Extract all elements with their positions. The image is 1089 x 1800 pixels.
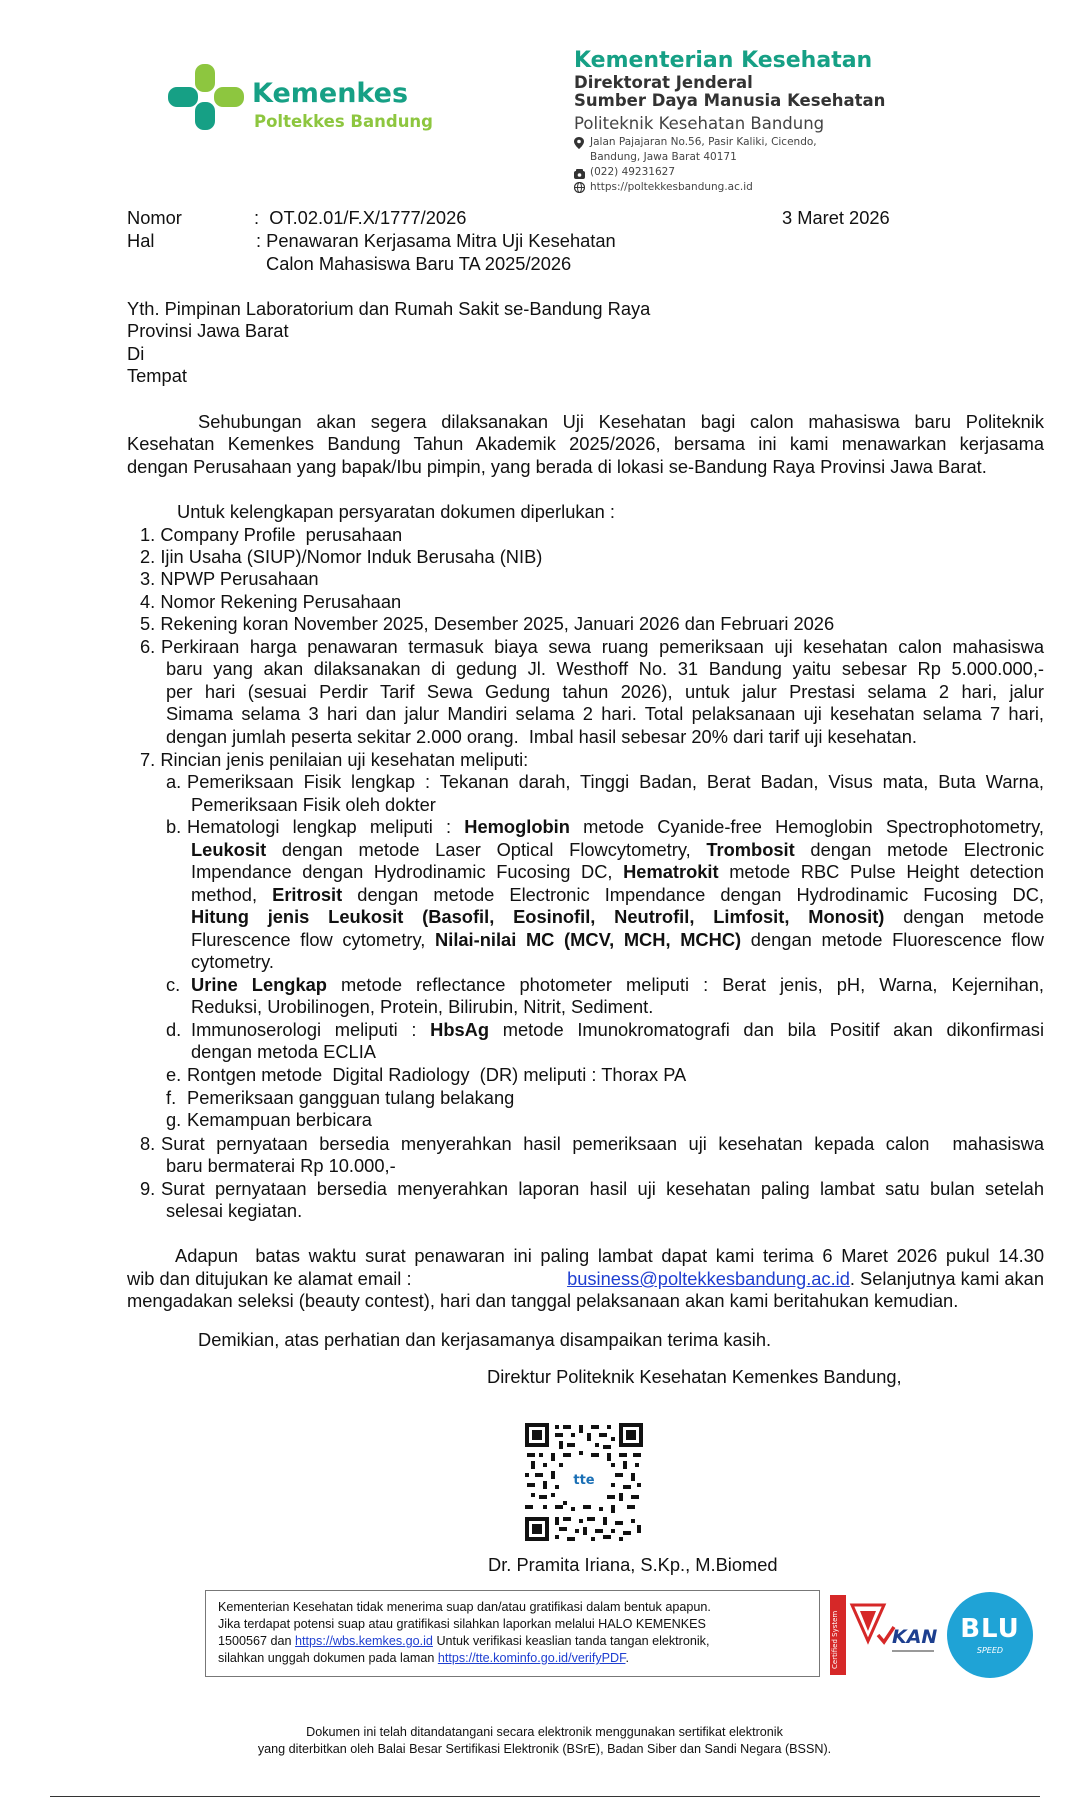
recipient-line4: Tempat: [127, 365, 187, 386]
logo-brand: Kemenkes: [252, 78, 409, 109]
text-run: dengan metode Electronic Impendance dengan Hydrodinamic Fucosing DC,: [342, 884, 1044, 905]
deadline-line3: mengadakan seleksi (beauty contest), hari dan tanggal pelaksanaan akan kami beritahukan kemudian.: [127, 1290, 959, 1311]
sub-b-line4: [191, 884, 1044, 907]
text-run: dengan metode Fluorescence flow: [741, 929, 1045, 950]
text-run: Immunoserologi meliputi :: [191, 1019, 431, 1040]
item-number: 4.: [140, 591, 156, 612]
sub-b-letter: b.: [166, 816, 182, 837]
sub-c-line1: [191, 974, 1044, 997]
text-run: . Selanjutnya kami akan: [849, 1268, 1044, 1289]
address-line1: Jalan Pajajaran No.56, Pasir Kaliki, Cicendo,: [590, 136, 817, 148]
sub-e-text: Rontgen metode Digital Radiology (DR) meliputi : Thorax PA: [187, 1064, 687, 1085]
sub-c-line2: Reduksi, Urobilinogen, Protein, Bilirubin, Nitrit, Sediment.: [191, 996, 654, 1017]
notice-line1: Kementerian Kesehatan tidak menerima suap dan/atau gratifikasi dalam bentuk apapun.: [218, 1600, 711, 1614]
item-number: 1.: [140, 524, 156, 545]
item-number: 5.: [140, 613, 156, 634]
text-run: dengan metode Laser Optical Flowcytometry,: [266, 839, 707, 860]
directorate-line1: Direktorat Jenderal: [574, 73, 753, 92]
item-8-line2: baru bermaterai Rp 10.000,-: [166, 1155, 396, 1176]
item-text: Rekening koran November 2025, Desember 2025, Januari 2026 dan Februari 2026: [160, 613, 835, 634]
sub-g-letter: g.: [166, 1109, 182, 1130]
location-pin-icon: [574, 136, 584, 148]
sub-f-text: Pemeriksaan gangguan tulang belakang: [187, 1087, 515, 1108]
item-9-number: 9.: [140, 1178, 156, 1199]
item-8-line1: Surat pernyataan bersedia menyerahkan hasil pemeriksaan uji kesehatan kepada calon mahasiswa: [161, 1133, 1044, 1154]
notice-line2: Jika terdapat potensi suap atau gratifikasi silahkan laporkan melalui HALO KEMENKES: [218, 1617, 706, 1631]
text-run: dengan metode: [884, 906, 1044, 927]
item-6-line3: per hari (sesuai Perdir Tarif Sewa Gedung tahun 2026), untuk jalur Prestasi selama 2 hari, jalur: [166, 681, 1044, 702]
sub-a-line1: Pemeriksaan Fisik lengkap : Tekanan darah, Tinggi Badan, Berat Badan, Visus mata, Buta Warna,: [187, 771, 1044, 792]
blu-text: BLU: [960, 1614, 1020, 1644]
sub-e-letter: e.: [166, 1064, 182, 1085]
item-text: NPWP Perusahaan: [160, 568, 319, 589]
item-number: 7.: [140, 749, 156, 770]
text-run-bold: Hematrokit: [623, 861, 719, 882]
signatory-name: Dr. Pramita Iriana, S.Kp., M.Biomed: [488, 1554, 778, 1575]
sub-c-letter: c.: [166, 974, 181, 995]
sub-a-line2: Pemeriksaan Fisik oleh dokter: [191, 794, 436, 815]
text-run-bold: HbsAg: [430, 1019, 490, 1040]
text-run-bold: Urine Lengkap: [191, 974, 327, 995]
directorate-line2: Sumber Daya Manusia Kesehatan: [574, 91, 886, 110]
sub-g-text: Kemampuan berbicara: [187, 1109, 372, 1130]
nomor-value: : OT.02.01/F.X/1777/2026: [254, 207, 467, 228]
qr-code: [523, 1421, 645, 1543]
item-9-line1: Surat pernyataan bersedia menyerahkan laporan hasil uji kesehatan paling lambat satu bulan setelah: [161, 1178, 1044, 1199]
closing-sentence: Demikian, atas perhatian dan kerjasamanya disampaikan terima kasih.: [198, 1329, 772, 1350]
item-9-line2: selesai kegiatan.: [166, 1200, 303, 1221]
text-run: Untuk verifikasi keaslian tanda tangan elektronik,: [432, 1634, 710, 1648]
text-run: .: [625, 1651, 629, 1665]
item-text: Company Profile perusahaan: [160, 524, 403, 545]
notice-line3: [218, 1633, 809, 1650]
email-link[interactable]: business@poltekkesbandung.ac.id: [567, 1268, 850, 1289]
text-run-bold: Trombosit: [706, 839, 795, 860]
text-run: Flurescence flow cytometry,: [191, 929, 436, 950]
sub-d-line2: dengan metoda ECLIA: [191, 1041, 376, 1062]
signatory-title: Direktur Politeknik Kesehatan Kemenkes Bandung,: [487, 1366, 902, 1387]
esign-note-line2: yang diterbitkan oleh Balai Besar Sertifikasi Elektronik (BSrE), Badan Siber dan Sandi Negara (BSSN).: [257, 1742, 832, 1756]
item-text: Ijin Usaha (SIUP)/Nomor Induk Berusaha (NIB): [160, 546, 543, 567]
item-6-number: 6.: [140, 636, 156, 657]
letter-date: 3 Maret 2026: [782, 207, 890, 228]
deadline-line1: Adapun batas waktu surat penawaran ini paling lambat dapat kami terima 6 Maret 2026 pukul 14.30: [175, 1245, 1044, 1266]
text-run: metode Imunokromatografi dan bila Positif akan dikonfirmasi: [489, 1019, 1045, 1040]
text-run-bold: Eritrosit: [272, 884, 343, 905]
item-8-number: 8.: [140, 1133, 156, 1154]
intro-line3: dengan Perusahaan yang bapak/Ibu pimpin, yang berada di lokasi se-Bandung Raya Provinsi Jawa Barat.: [127, 456, 987, 477]
text-run: metode reflectance photometer meliputi : Berat jenis, pH, Warna, Kejernihan,: [326, 974, 1044, 995]
text-run-bold: Nilai-nilai MC (MCV, MCH, MCHC): [435, 929, 742, 950]
text-run: 1500567 dan: [218, 1634, 296, 1648]
text-run-bold: Leukosit: [191, 839, 267, 860]
kemenkes-emblem-icon: [168, 64, 248, 130]
intro-line2: Kesehatan Kemenkes Bandung Tahun Akademik 2025/2026, bersama ini kami menawarkan kerjasama: [127, 433, 1044, 454]
text-run: wib dan ditujukan ke alamat email :: [127, 1268, 412, 1289]
sub-b-line5: [191, 906, 1044, 929]
item-number: 3.: [140, 568, 156, 589]
sub-b-line7: cytometry.: [191, 951, 274, 972]
sub-f-letter: f.: [166, 1087, 177, 1108]
institution-name: Politeknik Kesehatan Bandung: [574, 114, 825, 133]
phone-number: (022) 49231627: [590, 166, 676, 178]
logo-subtitle: Poltekkes Bandung: [254, 112, 433, 131]
cert-label: Certified System: [831, 1610, 839, 1669]
item-1: [140, 524, 402, 547]
item-5: [140, 613, 834, 636]
item-6-line4: Simama selama 3 hari dan jalur Mandiri selama 2 hari. Total pelaksanaan uji kesehatan selama 7 hari,: [166, 703, 1044, 724]
requirements-intro: Untuk kelengkapan persyaratan dokumen diperlukan :: [177, 501, 616, 522]
kan-text: KAN: [892, 1626, 938, 1648]
item-6-line1: Perkiraan harga penawaran termasuk biaya sewa ruang pemeriksaan uji kesehatan calon mahasiswa: [161, 636, 1044, 657]
text-run: method,: [191, 884, 273, 905]
deadline-line2: [127, 1268, 1044, 1291]
text-run: Hematologi lengkap meliputi :: [187, 816, 465, 837]
globe-icon: [574, 180, 585, 191]
recipient-line2: Provinsi Jawa Barat: [127, 320, 289, 341]
item-3: [140, 568, 319, 591]
website-link[interactable]: https://poltekkesbandung.ac.id: [590, 181, 753, 193]
kemenkes-logo: [168, 64, 248, 130]
verify-pdf-link[interactable]: https://tte.kominfo.go.id/verifyPDF: [437, 1651, 626, 1665]
sub-d-line1: [191, 1019, 1044, 1042]
kan-underline: [892, 1650, 934, 1652]
wbs-link[interactable]: https://wbs.kemkes.go.id: [295, 1634, 433, 1648]
sub-b-line1: [187, 816, 1044, 839]
address-line2: Bandung, Jawa Barat 40171: [590, 151, 737, 163]
item-text: Rincian jenis penilaian uji kesehatan meliputi:: [160, 749, 529, 770]
sub-b-line6: [191, 929, 1044, 952]
blu-speed-logo: [947, 1592, 1033, 1678]
item-2: [140, 546, 542, 569]
anti-gratification-notice: [205, 1590, 820, 1677]
nomor-label: Nomor: [127, 207, 182, 228]
sub-d-letter: d.: [166, 1019, 182, 1040]
sub-a-letter: a.: [166, 771, 182, 792]
text-run: metode Cyanide-free Hemoglobin Spectrophotometry,: [569, 816, 1044, 837]
qr-center-label: tte: [573, 1473, 595, 1488]
text-run: metode RBC Pulse Height detection: [718, 861, 1044, 882]
hal-value-line1: : Penawaran Kerjasama Mitra Uji Kesehatan: [256, 230, 616, 251]
sub-b-line3: [191, 861, 1044, 884]
notice-line4: [218, 1650, 809, 1667]
intro-line1: Sehubungan akan segera dilaksanakan Uji Kesehatan bagi calon mahasiswa baru Politeknik: [198, 411, 1044, 432]
item-6-line5: dengan jumlah peserta sekitar 2.000 orang. Imbal hasil sebesar 20% dari tarif uji kesehatan.: [166, 726, 917, 747]
text-run: silahkan unggah dokumen pada laman: [218, 1651, 438, 1665]
item-7: [140, 749, 528, 772]
recipient-line1: Yth. Pimpinan Laboratorium dan Rumah Sakit se-Bandung Raya: [127, 298, 651, 319]
hal-label: Hal: [127, 230, 155, 251]
text-run-bold: Hitung jenis Leukosit (Basofil, Eosinofil, Neutrofil, Limfosit, Monosit): [191, 906, 885, 927]
item-4: [140, 591, 401, 614]
ministry-name: Kementerian Kesehatan: [574, 48, 873, 73]
phone-icon: [574, 166, 585, 176]
item-6-line2: baru yang akan dilaksanakan di gedung Jl. Westhoff No. 31 Bandung yaitu sebesar Rp 5.000.000,-: [166, 658, 1044, 679]
recipient-line3: Di: [127, 343, 145, 364]
text-run-bold: Hemoglobin: [464, 816, 570, 837]
item-text: Nomor Rekening Perusahaan: [160, 591, 402, 612]
item-number: 2.: [140, 546, 156, 567]
hal-value-line2: Calon Mahasiswa Baru TA 2025/2026: [266, 253, 572, 274]
blu-speed-text: SPEED: [976, 1646, 1004, 1655]
sub-b-line2: [191, 839, 1044, 862]
text-run: Impendance dengan Hydrodinamic Fucosing DC,: [191, 861, 624, 882]
esign-note-line1: Dokumen ini telah ditandatangani secara elektronik menggunakan sertifikat elektronik: [306, 1725, 783, 1739]
bottom-divider: [50, 1796, 1040, 1797]
certified-system-logo: [830, 1595, 938, 1675]
text-run: dengan metode Electronic: [794, 839, 1044, 860]
